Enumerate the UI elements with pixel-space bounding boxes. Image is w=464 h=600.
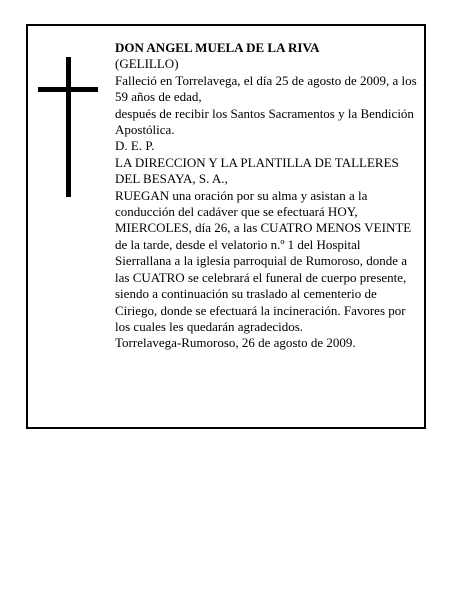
rip-line: D. E. P. [115, 138, 155, 154]
death-line: Falleció en Torrelavega, el día 25 de agosto de 2009, a los 59 años de edad, [115, 72, 417, 105]
company-line: LA DIRECCION Y LA PLANTILLA DE TALLERES DEL BESAYA, S. A., [115, 154, 399, 187]
obituary-text [115, 40, 420, 352]
cross-horizontal-bar [38, 87, 98, 92]
deceased-name: DON ANGEL MUELA DE LA RIVA [115, 40, 320, 55]
place-date: Torrelavega-Rumoroso, 26 de agosto de 2009. [115, 335, 356, 351]
cross-vertical-bar [66, 57, 71, 197]
sacraments-line: después de recibir los Santos Sacramentos y la Bendición Apostólica. [115, 105, 414, 138]
obituary-notice [26, 24, 426, 429]
deceased-nickname: (GELILLO) [115, 56, 179, 72]
funeral-details: RUEGAN una oración por su alma y asistan a la conducción del cadáver que se efectuará HOY, MIERCOLES, día 26, a las CUATRO MENOS VEINTE de la tarde, desde el velatorio n.º 1 del Hospital Sierrallana a la iglesia parroquial de Rumoroso, donde a las CUATRO se celebrará el funeral de cuerpo presente, siendo a continuación su traslado al cementerio de Ciriego, donde se efectuará la incineración. Favores por los cuales les quedarán agradecidos. [115, 187, 412, 334]
